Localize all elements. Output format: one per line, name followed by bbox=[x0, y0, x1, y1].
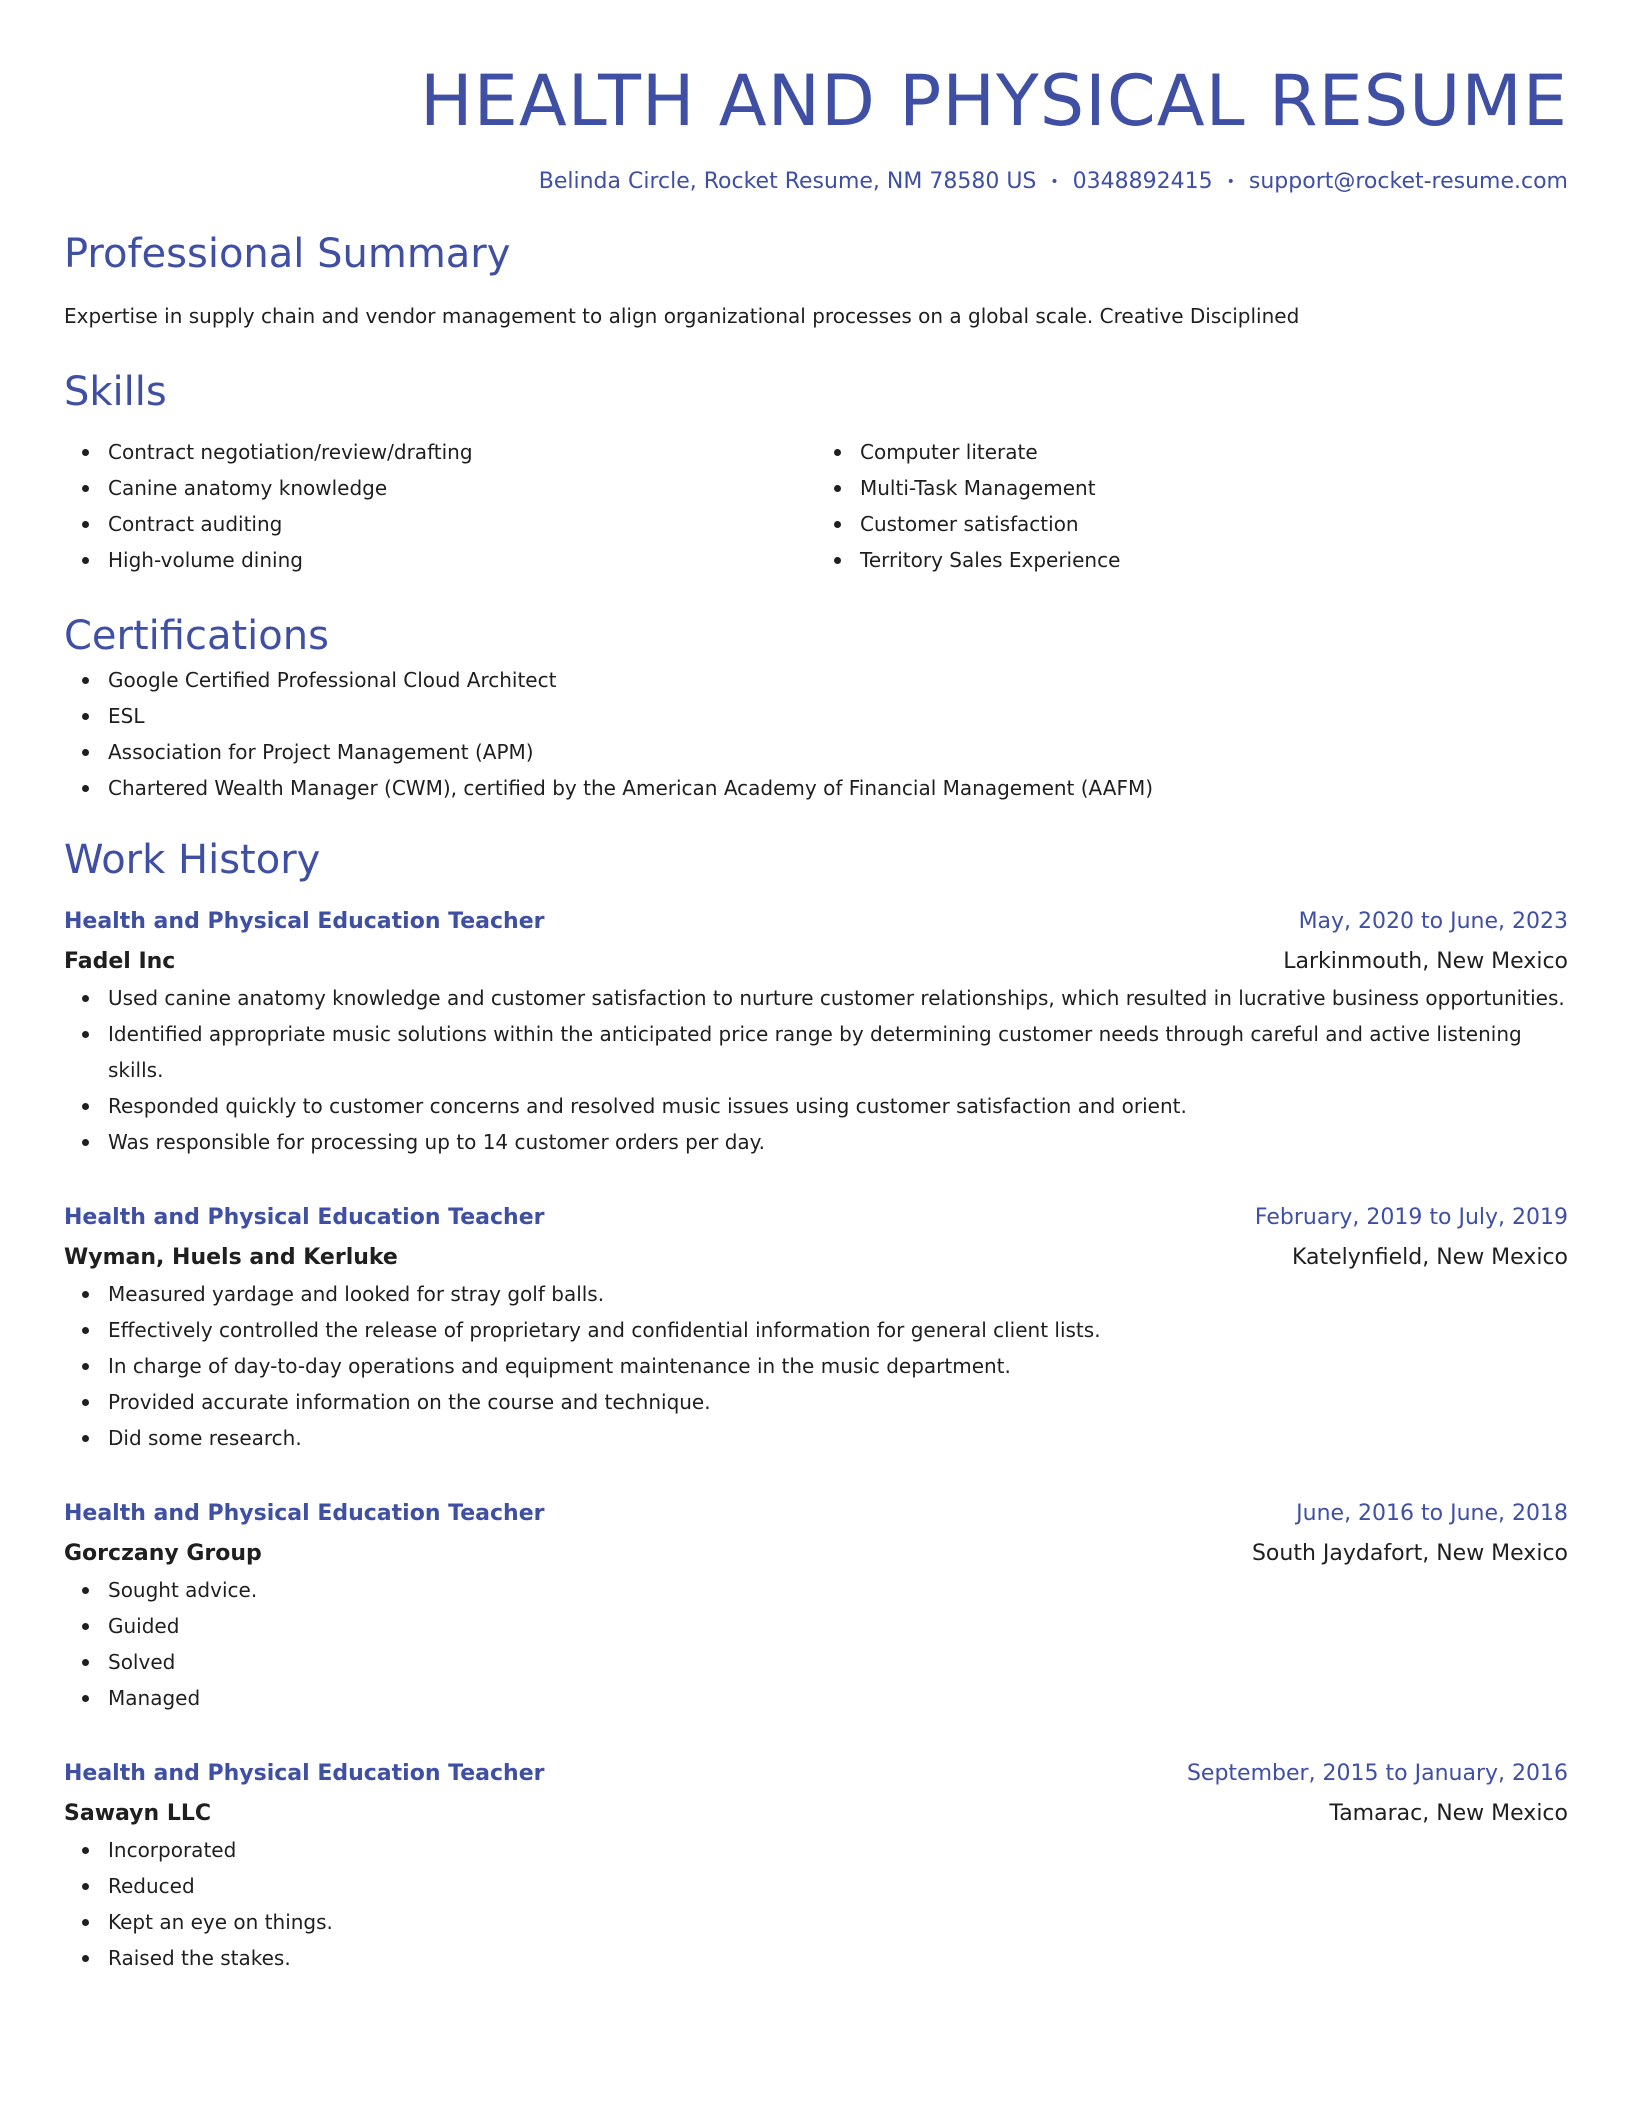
job-company: Gorczany Group bbox=[64, 1541, 262, 1566]
certification-item: Association for Project Management (APM) bbox=[64, 734, 1568, 770]
skill-item: Canine anatomy knowledge bbox=[64, 470, 816, 506]
job-company: Sawayn LLC bbox=[64, 1801, 212, 1826]
job-bullet-list bbox=[64, 1572, 1568, 1716]
job-bullet-list bbox=[64, 1276, 1568, 1456]
job-bullet: Raised the stakes. bbox=[64, 1940, 1568, 1976]
job-bullet-list bbox=[64, 1832, 1568, 1976]
job-bullet: Identified appropriate music solutions within the anticipated price range by determining customer needs through careful and active listening skills. bbox=[64, 1016, 1568, 1088]
job-company: Fadel Inc bbox=[64, 949, 176, 974]
contact-separator: • bbox=[1226, 174, 1235, 190]
certifications-heading: Certifications bbox=[64, 613, 329, 659]
job-company-row bbox=[64, 940, 1568, 980]
skill-item: Computer literate bbox=[816, 434, 1568, 470]
certifications-list bbox=[64, 662, 1568, 806]
work-history-heading: Work History bbox=[64, 837, 321, 883]
job-bullet: Used canine anatomy knowledge and customer satisfaction to nurture customer relationships, which resulted in lucrative business opportunities. bbox=[64, 980, 1568, 1016]
job-bullet: Managed bbox=[64, 1680, 1568, 1716]
job-entry bbox=[64, 904, 1568, 1160]
certification-item: Google Certified Professional Cloud Architect bbox=[64, 662, 1568, 698]
job-title: Health and Physical Education Teacher bbox=[64, 1205, 545, 1230]
job-dates: September, 2015 to January, 2016 bbox=[1186, 1761, 1568, 1786]
contact-line bbox=[64, 166, 1568, 198]
job-title: Health and Physical Education Teacher bbox=[64, 909, 545, 934]
job-bullet: Responded quickly to customer concerns and resolved music issues using customer satisfaction and orient. bbox=[64, 1088, 1568, 1124]
job-title-row bbox=[64, 1756, 1568, 1792]
skill-item: High-volume dining bbox=[64, 542, 816, 578]
contact-address: Belinda Circle, Rocket Resume, NM 78580 US bbox=[538, 169, 1037, 194]
job-bullet: Effectively controlled the release of proprietary and confidential information for general client lists. bbox=[64, 1312, 1568, 1348]
job-dates: May, 2020 to June, 2023 bbox=[1298, 909, 1568, 934]
summary-text: Expertise in supply chain and vendor management to align organizational processes on a global scale. Creative Disciplined bbox=[64, 304, 1300, 328]
skills-grid bbox=[64, 434, 1568, 578]
skills-heading: Skills bbox=[64, 369, 167, 415]
job-bullet: Guided bbox=[64, 1608, 1568, 1644]
job-location: Larkinmouth, New Mexico bbox=[1283, 949, 1568, 974]
job-title: Health and Physical Education Teacher bbox=[64, 1501, 545, 1526]
skill-item: Contract auditing bbox=[64, 506, 816, 542]
job-entry bbox=[64, 1756, 1568, 1976]
contact-email: support@rocket-resume.com bbox=[1248, 169, 1568, 194]
skill-item: Contract negotiation/review/drafting bbox=[64, 434, 816, 470]
job-location: Tamarac, New Mexico bbox=[1329, 1801, 1568, 1826]
skills-column-right bbox=[816, 434, 1568, 578]
contact-separator: • bbox=[1050, 174, 1059, 190]
job-company-row bbox=[64, 1792, 1568, 1832]
job-bullet: Was responsible for processing up to 14 customer orders per day. bbox=[64, 1124, 1568, 1160]
contact-phone: 0348892415 bbox=[1072, 169, 1213, 194]
job-title-row bbox=[64, 904, 1568, 940]
job-location: Katelynfield, New Mexico bbox=[1291, 1245, 1568, 1270]
skill-item: Customer satisfaction bbox=[816, 506, 1568, 542]
job-dates: February, 2019 to July, 2019 bbox=[1254, 1205, 1568, 1230]
skills-column-left bbox=[64, 434, 816, 578]
job-location: South Jaydafort, New Mexico bbox=[1251, 1541, 1568, 1566]
job-title-row bbox=[64, 1496, 1568, 1532]
job-bullet: Sought advice. bbox=[64, 1572, 1568, 1608]
job-entry bbox=[64, 1496, 1568, 1716]
skill-item: Multi-Task Management bbox=[816, 470, 1568, 506]
job-entry bbox=[64, 1200, 1568, 1456]
job-bullet-list bbox=[64, 980, 1568, 1160]
certification-item: ESL bbox=[64, 698, 1568, 734]
resume-title: HEALTH AND PHYSICAL RESUME bbox=[419, 60, 1568, 142]
resume-page bbox=[64, 0, 1568, 1976]
job-company-row bbox=[64, 1236, 1568, 1276]
job-dates: June, 2016 to June, 2018 bbox=[1296, 1501, 1568, 1526]
skills-list-right bbox=[816, 434, 1568, 578]
job-bullet: In charge of day-to-day operations and equipment maintenance in the music department. bbox=[64, 1348, 1568, 1384]
job-bullet: Incorporated bbox=[64, 1832, 1568, 1868]
skills-list-left bbox=[64, 434, 816, 578]
skill-item: Territory Sales Experience bbox=[816, 542, 1568, 578]
certification-item: Chartered Wealth Manager (CWM), certified by the American Academy of Financial Management (AAFM) bbox=[64, 770, 1568, 806]
job-bullet: Provided accurate information on the course and technique. bbox=[64, 1384, 1568, 1420]
summary-heading: Professional Summary bbox=[64, 231, 511, 277]
job-title-row bbox=[64, 1200, 1568, 1236]
job-bullet: Did some research. bbox=[64, 1420, 1568, 1456]
job-company-row bbox=[64, 1532, 1568, 1572]
job-bullet: Measured yardage and looked for stray golf balls. bbox=[64, 1276, 1568, 1312]
job-bullet: Kept an eye on things. bbox=[64, 1904, 1568, 1940]
job-bullet: Solved bbox=[64, 1644, 1568, 1680]
job-bullet: Reduced bbox=[64, 1868, 1568, 1904]
job-company: Wyman, Huels and Kerluke bbox=[64, 1245, 398, 1270]
job-title: Health and Physical Education Teacher bbox=[64, 1761, 545, 1786]
